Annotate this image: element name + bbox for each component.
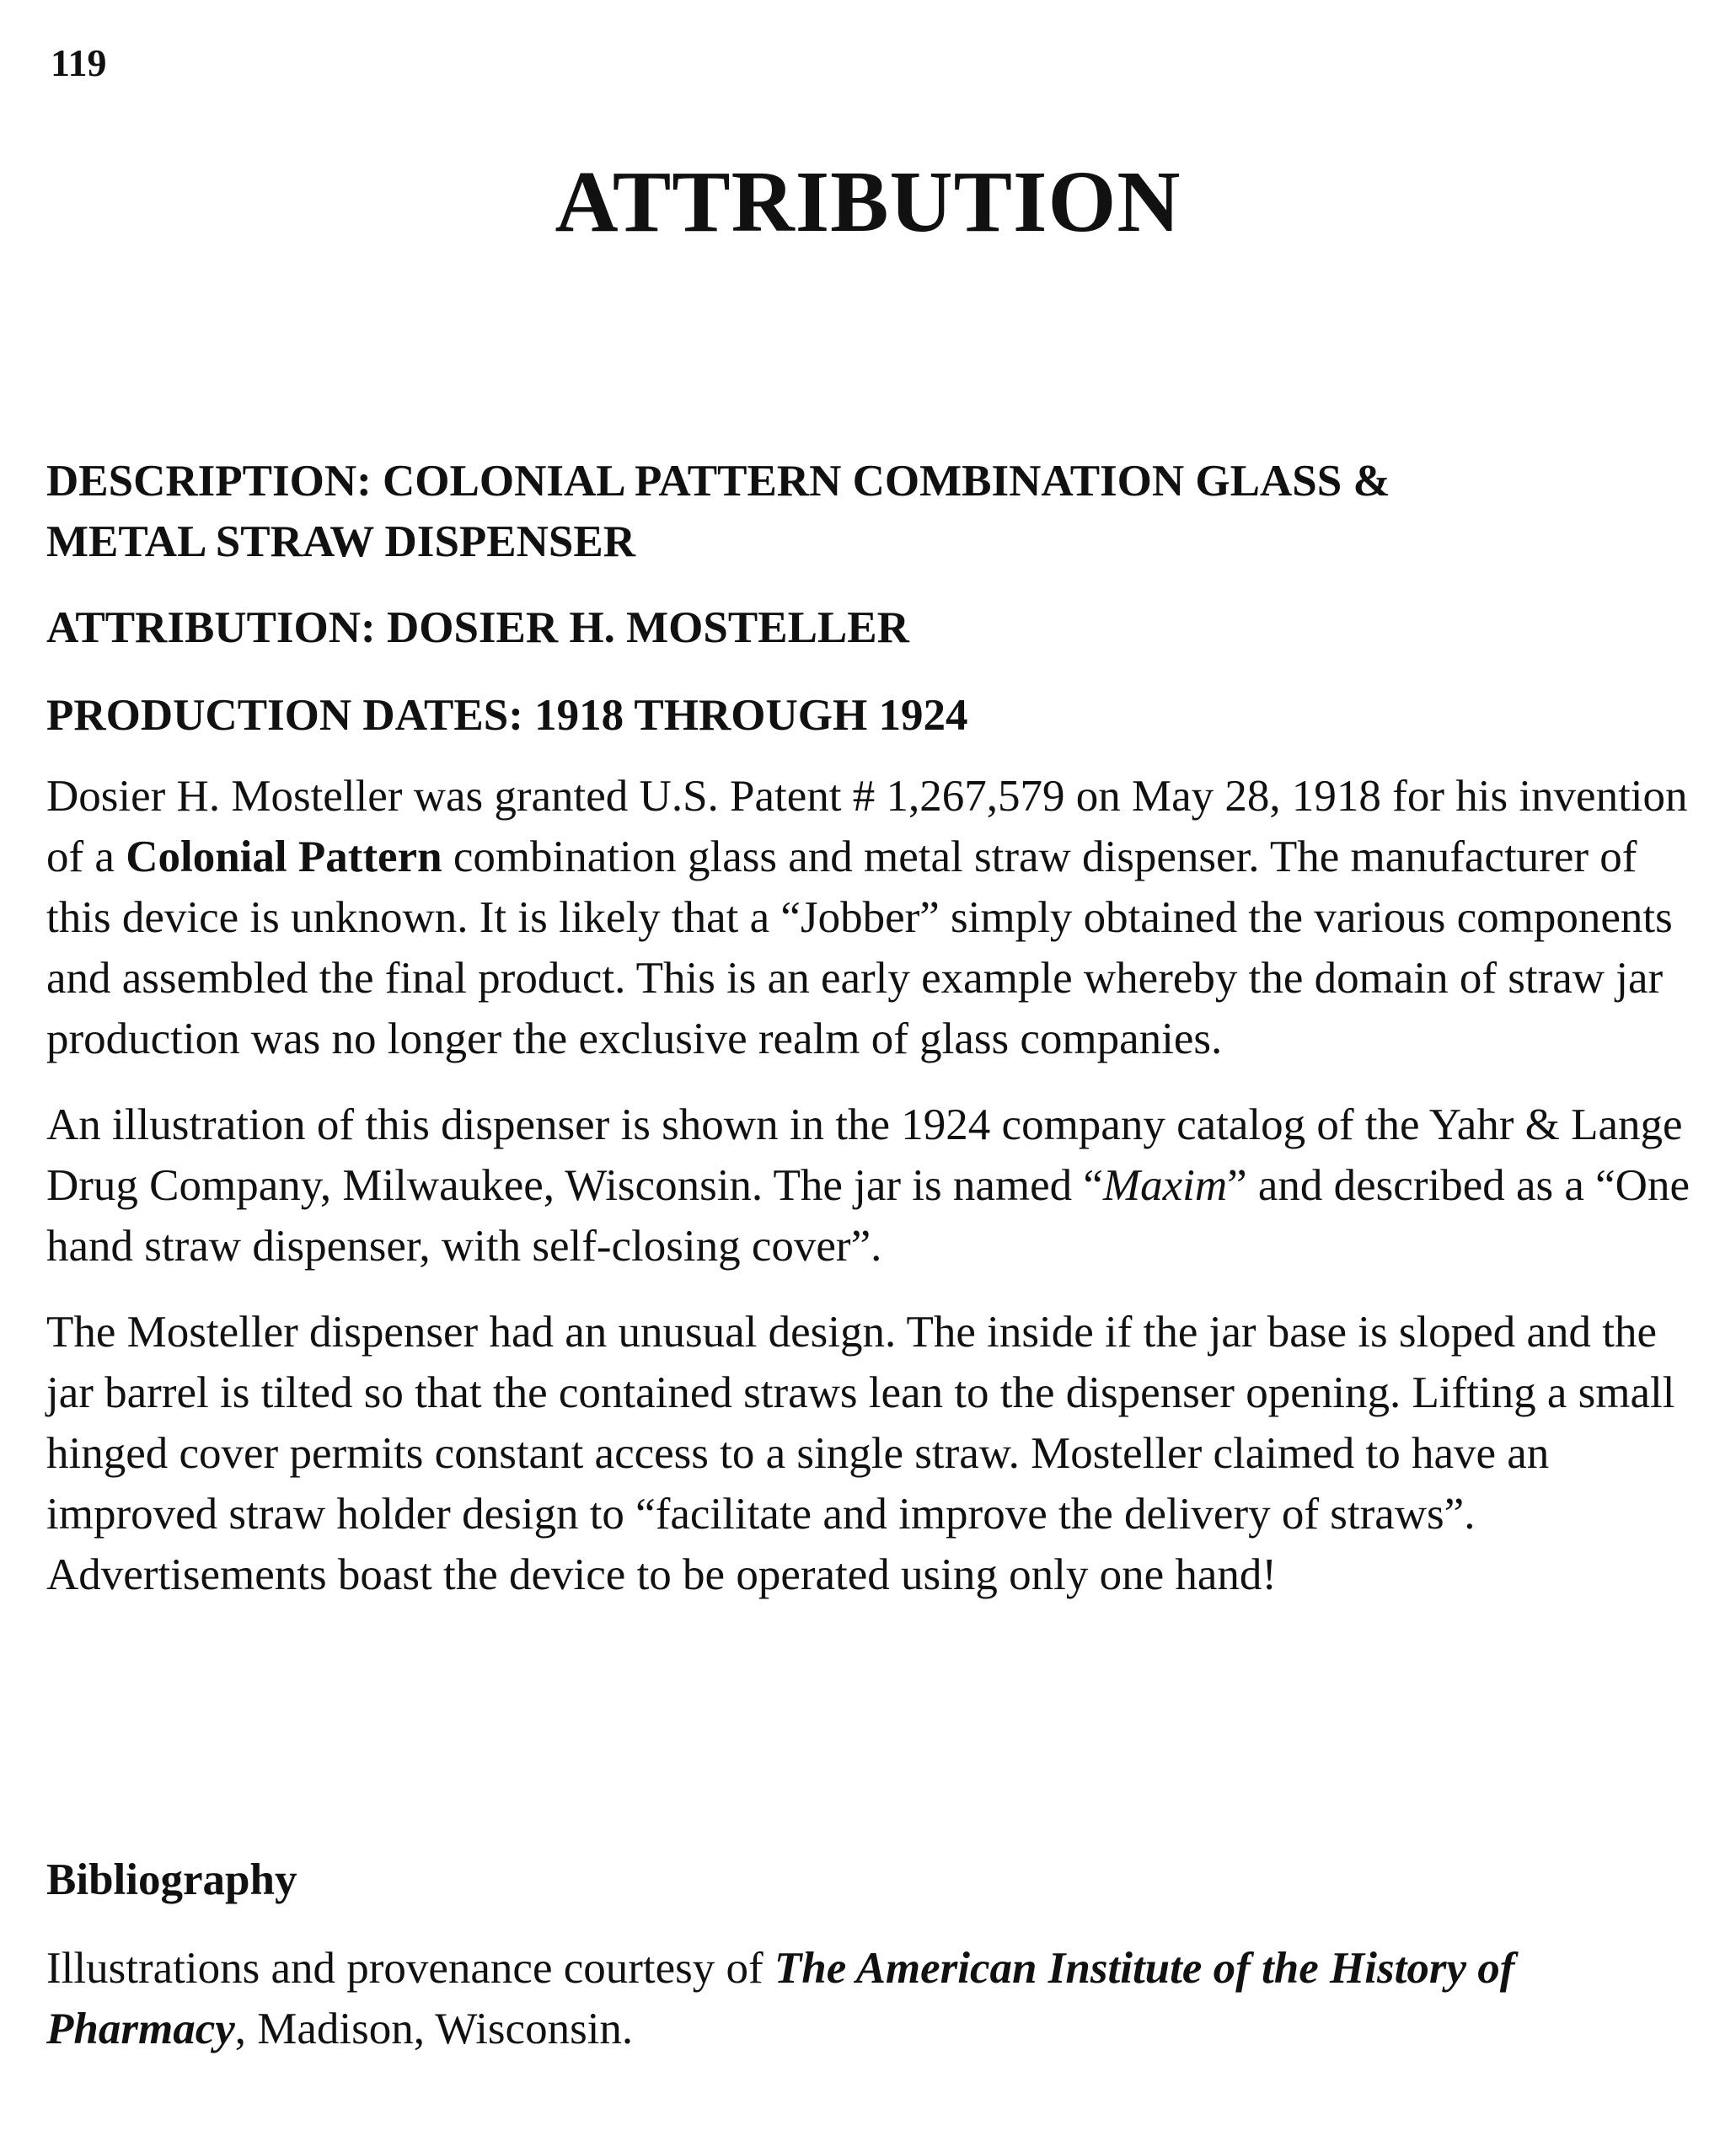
colonial-pattern-bold: Colonial Pattern	[126, 832, 442, 881]
paragraph-patent-text-1: Dosier H. Mosteller was granted U.S. Patent # 1,267,579 on May 28, 1918 for his invention of a	[46, 772, 1688, 881]
paragraph-catalog-text-1: An illustration of this dispenser is shown in the 1924 company catalog of the Yahr & Lange Drug Company, Milwaukee, Wisconsin. The jar is named “	[46, 1100, 1683, 1210]
attribution-heading: ATTRIBUTION: DOSIER H. MOSTELLER	[46, 603, 909, 652]
paragraph-catalog	[46, 1095, 1690, 1277]
description-line-1: DESCRIPTION: COLONIAL PATTERN COMBINATION GLASS &	[46, 457, 1390, 506]
description-line-2: METAL STRAW DISPENSER	[46, 517, 636, 566]
paragraph-patent-text-2: combination glass and metal straw dispenser. The manufacturer of this device is unknown. It is likely that a “Jobber” simply obtained the various components and assembled the final product. This is an early example whereby the domain of straw jar production was no longer the exclusive realm of glass companies.	[46, 832, 1673, 1063]
paragraph-design: The Mosteller dispenser had an unusual design. The inside if the jar base is sloped and the jar barrel is tilted so that the contained straws lean to the dispenser opening. Lifting a small hinged cover permits constant access to a single straw. Mosteller claimed to have an improved straw holder design to “facilitate and improve the delivery of straws”. Advertisements boast the device to be operated using only one hand!	[46, 1308, 1675, 1599]
page-number: 119	[51, 41, 107, 84]
maxim-italic: Maxim	[1102, 1161, 1228, 1210]
main-content	[46, 451, 1690, 1630]
description-heading	[46, 451, 1690, 572]
paragraph-catalog-text-2: ” and described as a “One hand straw dispenser, with self-closing cover”.	[46, 1161, 1690, 1271]
paragraph-patent	[46, 766, 1690, 1069]
bibliography-text-2: , Madison, Wisconsin.	[234, 2005, 634, 2053]
page-title: ATTRIBUTION	[555, 153, 1181, 250]
production-dates-heading: PRODUCTION DATES: 1918 THROUGH 1924	[46, 691, 968, 740]
institute-name: The American Institute of the History of Pharmacy	[46, 1944, 1515, 2053]
bibliography-heading: Bibliography	[46, 1855, 297, 1904]
bibliography-text-1: Illustrations and provenance courtesy of	[46, 1944, 774, 1993]
bibliography-text	[46, 1938, 1690, 2059]
